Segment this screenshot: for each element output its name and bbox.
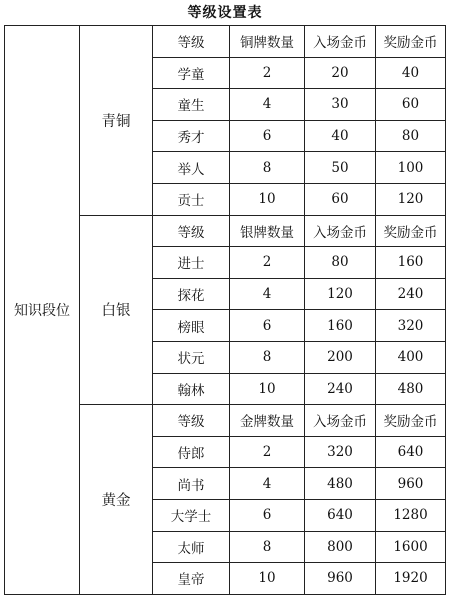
column-header: 等级: [153, 215, 230, 247]
table-cell: 探花: [153, 278, 230, 310]
table-cell: 8: [230, 341, 305, 373]
column-header: 等级: [153, 405, 230, 437]
table-cell: 侍郎: [153, 436, 230, 468]
table-cell: 960: [376, 468, 446, 500]
column-header: 奖励金币: [376, 26, 446, 58]
table-cell: 960: [305, 563, 376, 595]
table-cell: 尚书: [153, 468, 230, 500]
table-cell: 60: [376, 89, 446, 121]
table-cell: 80: [305, 247, 376, 279]
column-header: 铜牌数量: [230, 26, 305, 58]
table-cell: 太师: [153, 531, 230, 563]
table-cell: 240: [305, 373, 376, 405]
table-cell: 皇帝: [153, 563, 230, 595]
column-header: 金牌数量: [230, 405, 305, 437]
table-cell: 200: [305, 341, 376, 373]
table-cell: 30: [305, 89, 376, 121]
table-cell: 40: [305, 120, 376, 152]
table-cell: 1280: [376, 499, 446, 531]
column-header: 等级: [153, 26, 230, 58]
table-cell: 20: [305, 57, 376, 89]
table-cell: 2: [230, 57, 305, 89]
table-cell: 2: [230, 247, 305, 279]
table-cell: 1600: [376, 531, 446, 563]
table-cell: 秀才: [153, 120, 230, 152]
table-cell: 50: [305, 152, 376, 184]
table-cell: 160: [305, 310, 376, 342]
table-cell: 320: [376, 310, 446, 342]
table-cell: 80: [376, 120, 446, 152]
table-cell: 贡士: [153, 183, 230, 215]
table-cell: 学童: [153, 57, 230, 89]
table-cell: 320: [305, 436, 376, 468]
table-cell: 状元: [153, 341, 230, 373]
table-cell: 480: [376, 373, 446, 405]
table-cell: 进士: [153, 247, 230, 279]
table-cell: 4: [230, 278, 305, 310]
table-cell: 640: [376, 436, 446, 468]
tier-name: 白银: [80, 215, 153, 405]
table-cell: 6: [230, 310, 305, 342]
table-cell: 60: [305, 183, 376, 215]
table-cell: 120: [305, 278, 376, 310]
table-cell: 2: [230, 436, 305, 468]
column-header: 入场金币: [305, 405, 376, 437]
table-cell: 10: [230, 563, 305, 595]
table-cell: 榜眼: [153, 310, 230, 342]
table-cell: 120: [376, 183, 446, 215]
table-title: 等级设置表: [187, 5, 263, 21]
table-cell: 举人: [153, 152, 230, 184]
table-cell: 大学士: [153, 499, 230, 531]
table-cell: 8: [230, 152, 305, 184]
table-cell: 6: [230, 499, 305, 531]
table-cell: 翰林: [153, 373, 230, 405]
table-cell: 1920: [376, 563, 446, 595]
table-cell: 童生: [153, 89, 230, 121]
column-header: 银牌数量: [230, 215, 305, 247]
column-header: 奖励金币: [376, 405, 446, 437]
table-body: [5, 26, 446, 595]
table-cell: 10: [230, 183, 305, 215]
table-cell: 480: [305, 468, 376, 500]
table-cell: 10: [230, 373, 305, 405]
column-header: 奖励金币: [376, 215, 446, 247]
section-label: 知识段位: [5, 26, 80, 595]
tier-name: 黄金: [80, 405, 153, 595]
table-cell: 800: [305, 531, 376, 563]
column-header: 入场金币: [305, 215, 376, 247]
table-cell: 640: [305, 499, 376, 531]
level-settings-table: [4, 25, 446, 595]
table-cell: 100: [376, 152, 446, 184]
tier-name: 青铜: [80, 26, 153, 216]
table-cell: 40: [376, 57, 446, 89]
column-header: 入场金币: [305, 26, 376, 58]
table-cell: 240: [376, 278, 446, 310]
table-cell: 8: [230, 531, 305, 563]
table-cell: 4: [230, 468, 305, 500]
table-cell: 400: [376, 341, 446, 373]
table-cell: 6: [230, 120, 305, 152]
table-cell: 4: [230, 89, 305, 121]
table-cell: 160: [376, 247, 446, 279]
tier-header-row: [5, 26, 446, 58]
